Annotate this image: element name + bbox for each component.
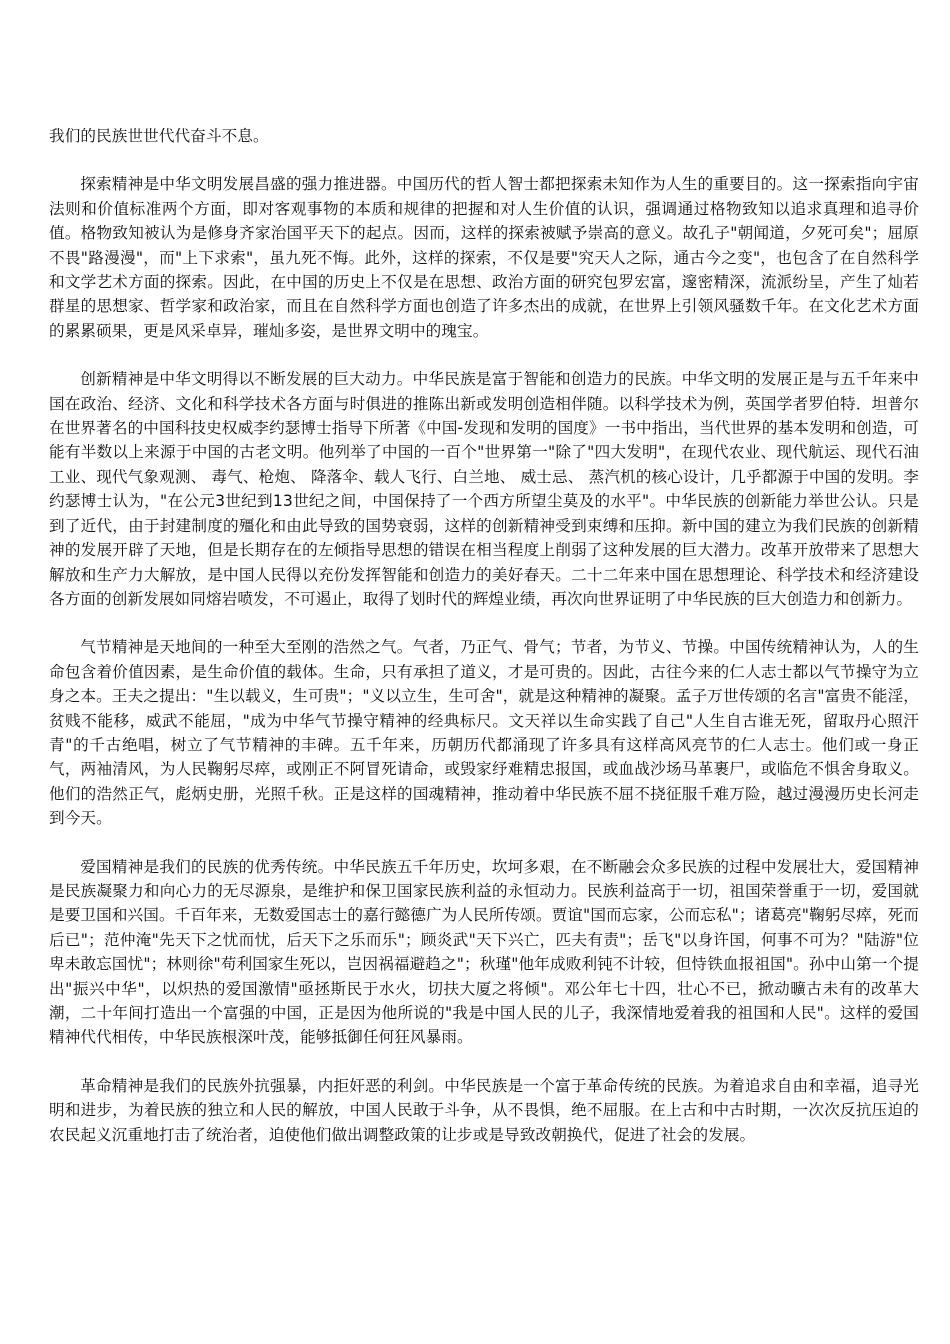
paragraph-exploration-spirit: 探索精神是中华文明发展昌盛的强力推进器。中国历代的哲人智士都把探索未知作为人生的重要目的。这一探索指向宇宙法则和价值标准两个方面，即对客观事物的本质和规律的把握和对人生价值的认识，强调通过格物致知以追求真理和追寻价值。格物致知被认为是修身齐家治国平天下的起点。因而，这样的探索被赋予崇高的意义。故孔子"朝闻道，夕死可矣"；屈原不畏"路漫漫"，而"上下求索"，虽九死不悔。此外，这样的探索，不仅是要"究天人之际，通古今之变"，也包含了在自然科学和文学艺术方面的探索。因此，在中国的历史上不仅是在思想、政治方面的研究包罗宏富，邃密精深，流派纷呈，产生了灿若群星的思想家、哲学家和政治家，而且在自然科学方面也创造了许多杰出的成就，在世界上引领风骚数千年。在文化艺术方面的累累硕果，更是风采卓异，璀灿多姿，是世界文明中的瑰宝。 bbox=[49, 175, 919, 340]
paragraph-innovation-spirit: 创新精神是中华文明得以不断发展的巨大动力。中华民族是富于智能和创造力的民族。中华文明的发展正是与五千年来中国在政治、经济、文化和科学技术各方面与时俱进的推陈出新或发明创造相伴随。以科学技术为例，英国学者罗伯特．坦普尔在世界著名的中国科技史权威李约瑟博士指导下所著《中国-发现和发明的国度》一书中指出，当代世界的基本发明和创造，可能有半数以上来源于中国的古老文明。他列举了中国的一百个"世界第一"除了"四大发明"，在现代农业、现代航运、现代石油工业、现代气象观测、 毒气、枪炮、 降落伞、载人飞行、白兰地、 威士忌、 蒸汽机的核心设计，几乎都源于中国的发明。李约瑟博士认为，"在公元3世纪到13世纪之间，中国保持了一个西方所望尘莫及的水平"。中华民族的创新能力举世公认。只是到了近代，由于封建制度的殭化和由此导致的国势衰弱，这样的创新精神受到束缚和压抑。新中国的建立为我们民族的创新精神的发展开辟了天地，但是长期存在的左倾指导思想的错误在相当程度上削弱了这种发展的巨大潜力。改革开放带来了思想大解放和生产力大解放，是中国人民得以充份发挥智能和创造力的美好春天。二十二年来中国在思想理论、科学技术和经济建设各方面的创新发展如同熔岩喷发，不可遏止，取得了划时代的辉煌业绩，再次向世界证明了中华民族的巨大创造力和创新力。 bbox=[49, 370, 919, 608]
paragraph-patriotic-spirit: 爱国精神是我们的民族的优秀传统。中华民族五千年历史，坎坷多艰，在不断融会众多民族的过程中发展壮大，爱国精神是民族凝聚力和向心力的无尽源泉，是维护和保卫国家民族利益的永恒动力。民族利益高于一切，祖国荣誉重于一切，爱国就是要卫国和兴国。千百年来，无数爱国志士的嘉行懿德广为人民所传颂。贾谊"国而忘家，公而忘私"；诸葛亮"鞠躬尽瘁，死而后已"；范仲淹"先天下之忧而忧，后天下之乐而乐"；顾炎武"天下兴亡，匹夫有责"；岳飞"以身许国，何事不可为？"陆游"位卑未敢忘国忧"；林则徐"苟利国家生死以，岂因祸福避趋之"；秋瑾"他年成败利钝不计较，但恃铁血报祖国"。孙中山第一个提出"振兴中华"，以炽热的爱国激情"亟拯斯民于水火，切扶大厦之将倾"。邓公年七十四，壮心不已，掀动曠古未有的改革大潮，二十年间打造出一个富强的中国，正是因为他所说的"我是中国人民的儿子，我深情地爱着我的祖国和人民"。这样的爱国精神代代相传，中华民族根深叶茂，能够抵御任何狂风暴雨。 bbox=[49, 857, 919, 1047]
paragraph-intro-ending: 我们的民族世世代代奋斗不息。 bbox=[49, 127, 269, 145]
paragraph-integrity-spirit: 气节精神是天地间的一种至大至刚的浩然之气。气者，乃正气、骨气；节者，为节义、节操。中国传统精神认为，人的生命包含着价值因素，是生命价值的载体。生命，只有承担了道义，才是可贵的。因此，古往今来的仁人志士都以气节操守为立身之本。王夫之提出："生以载义，生可贵"；"义以立生，生可舍"，就是这种精神的凝聚。孟子万世传颂的名言"富贵不能淫，贫贱不能移，威武不能屈，"成为中华气节操守精神的经典标尺。文天祥以生命实践了自己"人生自古谁无死，留取丹心照汗青"的千古绝唱，树立了气节精神的丰碑。五千年来，历朝历代都涌现了许多具有这样高风亮节的仁人志士。他们或一身正气，两袖清风，为人民鞠躬尽瘁，或刚正不阿冒死请命，或毁家纾难精忠报国，或血战沙场马革裹尸，或临危不惧舍身取义。他们的浩然正气，彪炳史册，光照千秋。正是这样的国魂精神，推动着中华民族不屈不挠征服千难万险，越过漫漫历史长河走到今天。 bbox=[49, 638, 919, 828]
document-body bbox=[49, 124, 919, 1171]
paragraph-revolutionary-spirit: 革命精神是我们的民族外抗强暴，内拒奸恶的利剑。中华民族是一个富于革命传统的民族。为着追求自由和幸福，追寻光明和进步，为着民族的独立和人民的解放，中国人民敢于斗争，从不畏惧，绝不屈服。在上古和中古时期，一次次反抗压迫的农民起义沉重地打击了统治者，迫使他们做出调整政策的让步或是导致改朝换代，促进了社会的发展。 bbox=[49, 1076, 919, 1144]
